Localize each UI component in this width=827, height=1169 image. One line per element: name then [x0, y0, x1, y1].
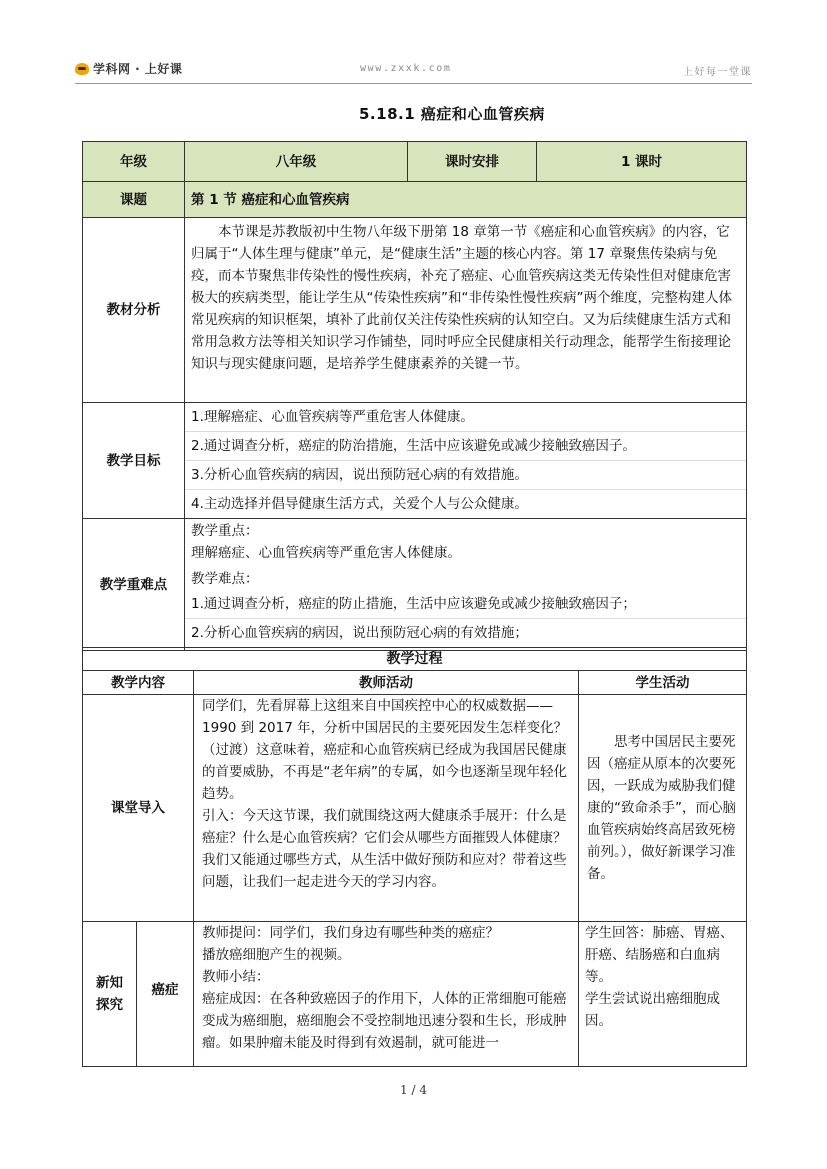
explore-teacher-line: 播放癌细胞产生的视频。 [202, 947, 351, 963]
document-title: 5.18.1 癌症和心血管疾病 [359, 105, 545, 123]
schedule-value: 1 课时 [537, 142, 747, 182]
goal-item: 3.分析心血管疾病的病因，说出预防冠心病的有效措施。 [185, 461, 746, 490]
analysis-text: 本节课是苏教版初中生物八年级下册第 18 章第一节《癌症和心血管疾病》的内容，它归属于“人体生理与健康”单元，是“健康生活”主题的核心内容。第 17 章聚焦传染病与免疫，而本节聚焦非传染性的慢性疾病，补充了癌症、心血管疾病这类无传染性但对健康危害极大的疾病类型，能让学生从“传染性疾病”和“非传染性慢性疾病”两个维度，完整构建人体常见疾病的知识框架，填补了此前仅关注传染性疾病的认知空白。又为后续健康生活方式和常用急救方法等相关知识学习作铺垫，同时呼应全民健康相关行动理念，能帮学生衔接理论知识与现实健康问题，是培养学生健康素养的关键一节。 [191, 224, 732, 372]
schedule-label: 课时安排 [408, 142, 537, 182]
difficulty-title: 教学难点： [191, 571, 259, 587]
page-header [75, 58, 752, 82]
analysis-label: 教材分析 [83, 218, 185, 403]
explore-teacher-line: 教师小结： [202, 969, 270, 985]
difficulty-item: 2.分析心血管疾病的病因，说出预防冠心病的有效措施； [191, 625, 528, 641]
goals-label: 教学目标 [83, 403, 185, 519]
grade-label: 年级 [83, 142, 185, 182]
focus-text: 理解癌症、心血管疾病等严重危害人体健康。 [191, 545, 461, 561]
topic-value: 第 1 节 癌症和心血管疾病 [191, 191, 350, 208]
lesson-info-table [82, 141, 747, 651]
grade-value: 八年级 [185, 142, 408, 182]
explore-teacher-line: 教师提问：同学们，我们身边有哪些种类的癌症？ [202, 925, 499, 941]
cancer-label: 癌症 [137, 922, 194, 1067]
col-student-header: 学生活动 [579, 671, 747, 695]
goal-item: 1.理解癌症、心血管疾病等严重危害人体健康。 [185, 403, 746, 432]
explore-student-line: 学生尝试说出癌细胞成因。 [585, 991, 720, 1029]
keypoints-label: 教学重难点 [83, 519, 185, 651]
col-content-header: 教学内容 [83, 671, 194, 695]
explore-teacher-line: 癌症成因：在各种致癌因子的作用下，人体的正常细胞可能癌变成为癌细胞，癌细胞会不受控制地迅速分裂和生长，形成肿瘤。如果肿瘤未能及时得到有效遏制，就可能进一 [202, 991, 567, 1051]
explore-label-text: 新知探究 [96, 975, 123, 1013]
logo-icon [75, 63, 89, 75]
explore-student-line: 学生回答：肺癌、胃癌、肝癌、结肠癌和白血病等。 [585, 925, 734, 985]
site-url: www.zxxk.com [360, 63, 452, 74]
intro-student-text: 思考中国居民主要死因（癌症从原本的次要死因，一跃成为威胁我们健康的“致命杀手”，而心脑血管疾病始终高居致死榜前列。），做好新课学习准备。 [587, 734, 736, 882]
header-divider [75, 83, 752, 84]
site-logo [75, 60, 182, 77]
teaching-process-table [82, 647, 747, 1067]
header-slogan: 上好每一堂课 [683, 67, 752, 78]
intro-teacher-para: （过渡）这意味着，癌症和心血管疾病已经成为我国居民健康的首要威胁，不再是“老年病”的专属，如今也逐渐呈现年轻化趋势。 [202, 742, 567, 802]
process-section-title: 教学过程 [83, 648, 747, 671]
focus-title: 教学重点： [191, 523, 259, 539]
page-number: 1 / 4 [400, 1083, 427, 1097]
difficulty-item: 1.通过调查分析，癌症的防止措施，生活中应该避免或减少接触致癌因子； [185, 590, 746, 619]
col-teacher-header: 教师活动 [194, 671, 579, 695]
intro-teacher-para: 引入：今天这节课，我们就围绕这两大健康杀手展开：什么是癌症？什么是心血管疾病？它们会从哪些方面摧毁人体健康？我们又能通过哪些方式，从生活中做好预防和应对？带着这些问题，让我们一起走进今天的学习内容。 [202, 808, 567, 890]
intro-label: 课堂导入 [83, 695, 194, 922]
logo-text: 学科网 · 上好课 [93, 62, 183, 76]
topic-label: 课题 [83, 182, 185, 218]
explore-label [83, 922, 137, 1067]
intro-teacher-para: 同学们，先看屏幕上这组来自中国疾控中心的权威数据——1990 到 2017 年，分析中国居民的主要死因发生怎样变化？ [202, 698, 568, 736]
goal-item: 2.通过调查分析，癌症的防治措施，生活中应该避免或减少接触致癌因子。 [185, 432, 746, 461]
goal-item: 4.主动选择并倡导健康生活方式，关爱个人与公众健康。 [191, 496, 528, 512]
